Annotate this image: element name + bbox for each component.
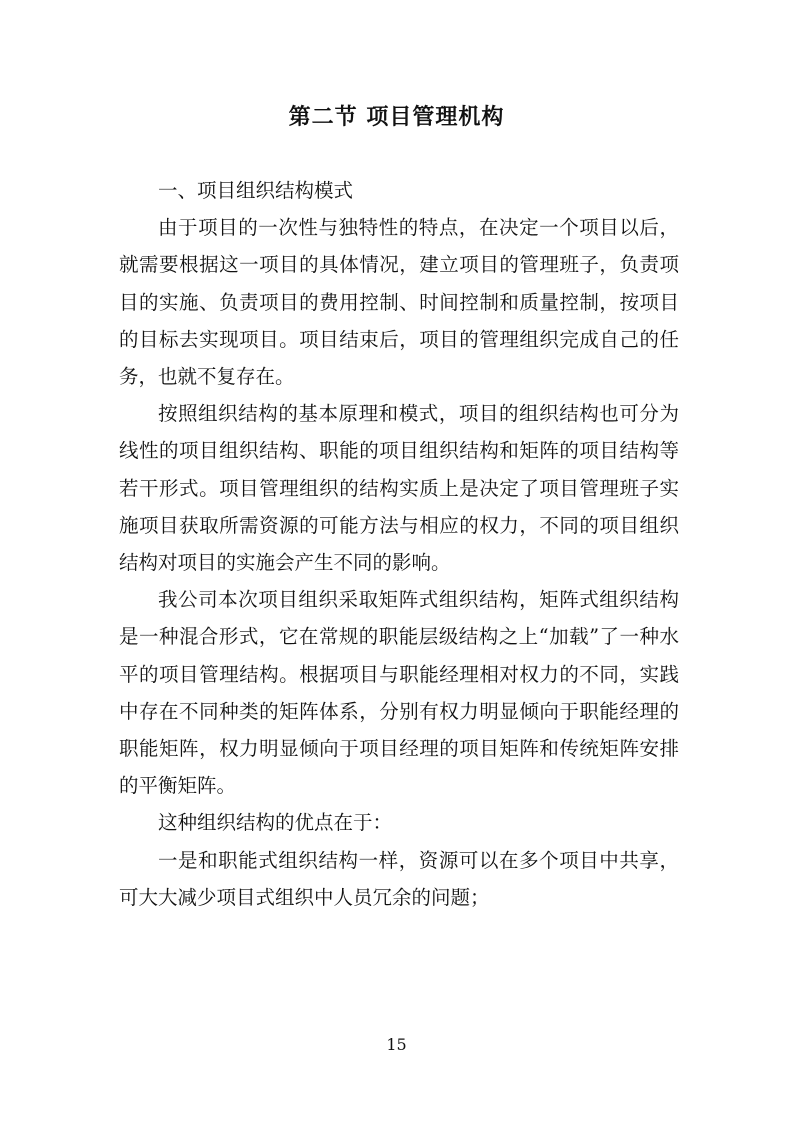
paragraph-structure-types: 按照组织结构的基本原理和模式，项目的组织结构也可分为线性的项目组织结构、职能的项目组织结构和矩阵的项目结构等若干形式。项目管理组织的结构实质上是决定了项目管理班子实施项目获取所需资源的可能方法与相应的权力，不同的项目组织结构对项目的实施会产生不同的影响。 xyxy=(119,402,679,575)
paragraph-advantage-one: 一是和职能式组织结构一样，资源可以在多个项目中共享，可大大减少项目式组织中人员冗余的问题； xyxy=(119,848,679,909)
paragraph-advantages-intro: 这种组织结构的优点在于： xyxy=(158,811,393,835)
paragraph-project-characteristics: 由于项目的一次性与独特性的特点，在决定一个项目以后，就需要根据这一项目的具体情况，建立项目的管理班子，负责项目的实施、负责项目的费用控制、时间控制和质量控制，按项目的目标去实现项目。项目结束后，项目的管理组织完成自己的任务，也就不复存在。 xyxy=(119,216,679,389)
document-body xyxy=(119,172,679,916)
page-number: 15 xyxy=(386,1035,407,1054)
paragraph-matrix-structure: 我公司本次项目组织采取矩阵式组织结构，矩阵式组织结构是一种混合形式，它在常规的职能层级结构之上“加载”了一种水平的项目管理结构。根据项目与职能经理相对权力的不同，实践中存在不同种类的矩阵体系，分别有权力明显倾向于职能经理的职能矩阵，权力明显倾向于项目经理的项目矩阵和传统矩阵安排的平衡矩阵。 xyxy=(119,588,679,798)
subsection-heading: 一、项目组织结构模式 xyxy=(158,179,354,202)
section-title: 第二节 项目管理机构 xyxy=(288,105,505,130)
